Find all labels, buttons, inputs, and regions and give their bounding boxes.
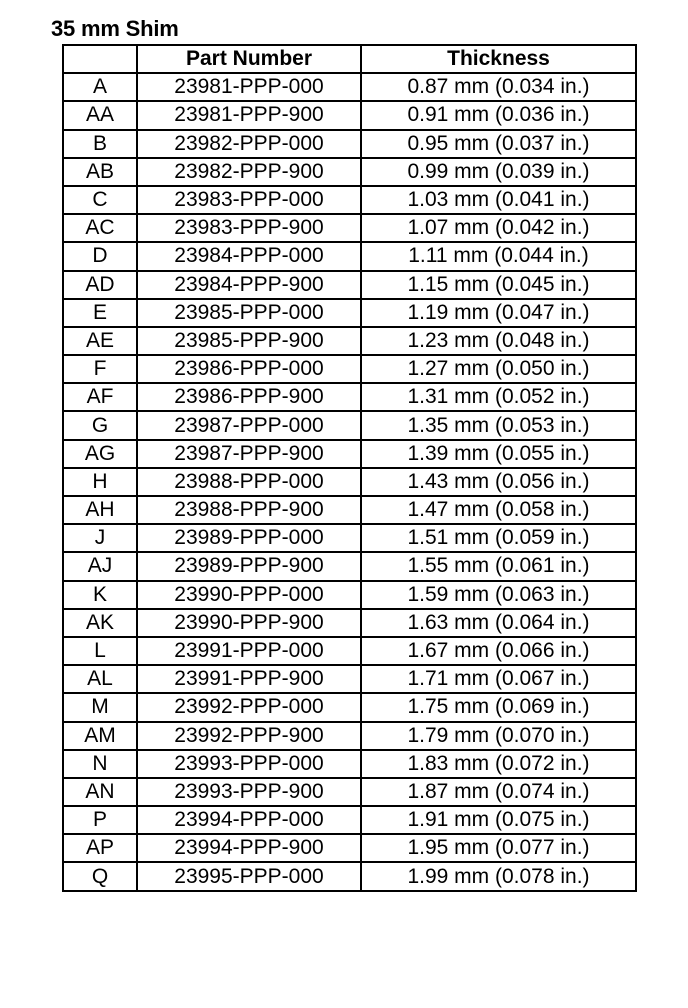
part-number-cell: 23982-PPP-900 (137, 158, 361, 186)
thickness-cell: 1.79 mm (0.070 in.) (361, 722, 636, 750)
grade-cell: A (63, 73, 137, 101)
part-number-cell: 23983-PPP-000 (137, 186, 361, 214)
table-row (63, 101, 636, 129)
grade-cell: B (63, 130, 137, 158)
grade-cell: C (63, 186, 137, 214)
grade-cell: AA (63, 101, 137, 129)
grade-cell: AB (63, 158, 137, 186)
table-row (63, 158, 636, 186)
table-row (63, 411, 636, 439)
table-row (63, 862, 636, 890)
part-number-cell: 23989-PPP-000 (137, 524, 361, 552)
thickness-cell: 1.99 mm (0.078 in.) (361, 862, 636, 890)
table-row (63, 327, 636, 355)
table-row (63, 750, 636, 778)
part-number-cell: 23992-PPP-900 (137, 722, 361, 750)
table-row (63, 581, 636, 609)
page-title: 35 mm Shim (51, 16, 179, 41)
thickness-cell: 1.83 mm (0.072 in.) (361, 750, 636, 778)
grade-cell: F (63, 355, 137, 383)
grade-cell: K (63, 581, 137, 609)
header-part-number: Part Number (137, 45, 361, 73)
table-row (63, 524, 636, 552)
table-row (63, 693, 636, 721)
grade-cell: AK (63, 609, 137, 637)
thickness-cell: 1.23 mm (0.048 in.) (361, 327, 636, 355)
thickness-cell: 1.59 mm (0.063 in.) (361, 581, 636, 609)
thickness-cell: 1.07 mm (0.042 in.) (361, 214, 636, 242)
grade-cell: AE (63, 327, 137, 355)
part-number-cell: 23981-PPP-000 (137, 73, 361, 101)
thickness-cell: 0.99 mm (0.039 in.) (361, 158, 636, 186)
grade-cell: AC (63, 214, 137, 242)
table-row (63, 552, 636, 580)
thickness-cell: 1.43 mm (0.056 in.) (361, 468, 636, 496)
thickness-cell: 1.19 mm (0.047 in.) (361, 299, 636, 327)
grade-cell: D (63, 242, 137, 270)
thickness-cell: 1.27 mm (0.050 in.) (361, 355, 636, 383)
thickness-cell: 0.91 mm (0.036 in.) (361, 101, 636, 129)
grade-cell: L (63, 637, 137, 665)
grade-cell: AL (63, 665, 137, 693)
part-number-cell: 23994-PPP-000 (137, 806, 361, 834)
table-row (63, 186, 636, 214)
part-number-cell: 23992-PPP-000 (137, 693, 361, 721)
thickness-cell: 1.11 mm (0.044 in.) (361, 242, 636, 270)
thickness-cell: 1.71 mm (0.067 in.) (361, 665, 636, 693)
part-number-cell: 23983-PPP-900 (137, 214, 361, 242)
table-row (63, 496, 636, 524)
grade-cell: AF (63, 383, 137, 411)
part-number-cell: 23986-PPP-000 (137, 355, 361, 383)
grade-cell: AP (63, 834, 137, 862)
grade-cell: AJ (63, 552, 137, 580)
part-number-cell: 23986-PPP-900 (137, 383, 361, 411)
grade-cell: AM (63, 722, 137, 750)
part-number-cell: 23981-PPP-900 (137, 101, 361, 129)
grade-cell: J (63, 524, 137, 552)
table-row (63, 468, 636, 496)
table-row (63, 609, 636, 637)
table-row (63, 722, 636, 750)
thickness-cell: 0.87 mm (0.034 in.) (361, 73, 636, 101)
part-number-cell: 23993-PPP-900 (137, 778, 361, 806)
thickness-cell: 0.95 mm (0.037 in.) (361, 130, 636, 158)
table-row (63, 214, 636, 242)
grade-cell: N (63, 750, 137, 778)
grade-cell: Q (63, 862, 137, 890)
part-number-cell: 23984-PPP-900 (137, 271, 361, 299)
table-row (63, 299, 636, 327)
table-row (63, 834, 636, 862)
grade-cell: G (63, 411, 137, 439)
grade-cell: H (63, 468, 137, 496)
table-row (63, 665, 636, 693)
header-grade (63, 45, 137, 73)
header-row (63, 45, 636, 73)
grade-cell: E (63, 299, 137, 327)
part-number-cell: 23988-PPP-000 (137, 468, 361, 496)
table-row (63, 242, 636, 270)
grade-cell: AN (63, 778, 137, 806)
thickness-cell: 1.51 mm (0.059 in.) (361, 524, 636, 552)
table-row (63, 637, 636, 665)
thickness-cell: 1.91 mm (0.075 in.) (361, 806, 636, 834)
grade-cell: P (63, 806, 137, 834)
thickness-cell: 1.63 mm (0.064 in.) (361, 609, 636, 637)
table-body (63, 73, 636, 890)
grade-cell: AG (63, 440, 137, 468)
part-number-cell: 23991-PPP-000 (137, 637, 361, 665)
part-number-cell: 23987-PPP-000 (137, 411, 361, 439)
thickness-cell: 1.15 mm (0.045 in.) (361, 271, 636, 299)
shim-table (62, 44, 637, 892)
grade-cell: M (63, 693, 137, 721)
thickness-cell: 1.03 mm (0.041 in.) (361, 186, 636, 214)
grade-cell: AH (63, 496, 137, 524)
thickness-cell: 1.35 mm (0.053 in.) (361, 411, 636, 439)
thickness-cell: 1.67 mm (0.066 in.) (361, 637, 636, 665)
table-row (63, 355, 636, 383)
part-number-cell: 23994-PPP-900 (137, 834, 361, 862)
table-row (63, 271, 636, 299)
part-number-cell: 23987-PPP-900 (137, 440, 361, 468)
table-row (63, 440, 636, 468)
table-row (63, 778, 636, 806)
part-number-cell: 23984-PPP-000 (137, 242, 361, 270)
thickness-cell: 1.31 mm (0.052 in.) (361, 383, 636, 411)
table-row (63, 73, 636, 101)
part-number-cell: 23988-PPP-900 (137, 496, 361, 524)
thickness-cell: 1.95 mm (0.077 in.) (361, 834, 636, 862)
part-number-cell: 23995-PPP-000 (137, 862, 361, 890)
thickness-cell: 1.75 mm (0.069 in.) (361, 693, 636, 721)
grade-cell: AD (63, 271, 137, 299)
thickness-cell: 1.39 mm (0.055 in.) (361, 440, 636, 468)
part-number-cell: 23985-PPP-000 (137, 299, 361, 327)
part-number-cell: 23991-PPP-900 (137, 665, 361, 693)
table-row (63, 130, 636, 158)
part-number-cell: 23990-PPP-900 (137, 609, 361, 637)
part-number-cell: 23993-PPP-000 (137, 750, 361, 778)
table-row (63, 806, 636, 834)
part-number-cell: 23985-PPP-900 (137, 327, 361, 355)
header-thickness: Thickness (361, 45, 636, 73)
thickness-cell: 1.47 mm (0.058 in.) (361, 496, 636, 524)
part-number-cell: 23982-PPP-000 (137, 130, 361, 158)
part-number-cell: 23989-PPP-900 (137, 552, 361, 580)
part-number-cell: 23990-PPP-000 (137, 581, 361, 609)
table-row (63, 383, 636, 411)
thickness-cell: 1.55 mm (0.061 in.) (361, 552, 636, 580)
thickness-cell: 1.87 mm (0.074 in.) (361, 778, 636, 806)
